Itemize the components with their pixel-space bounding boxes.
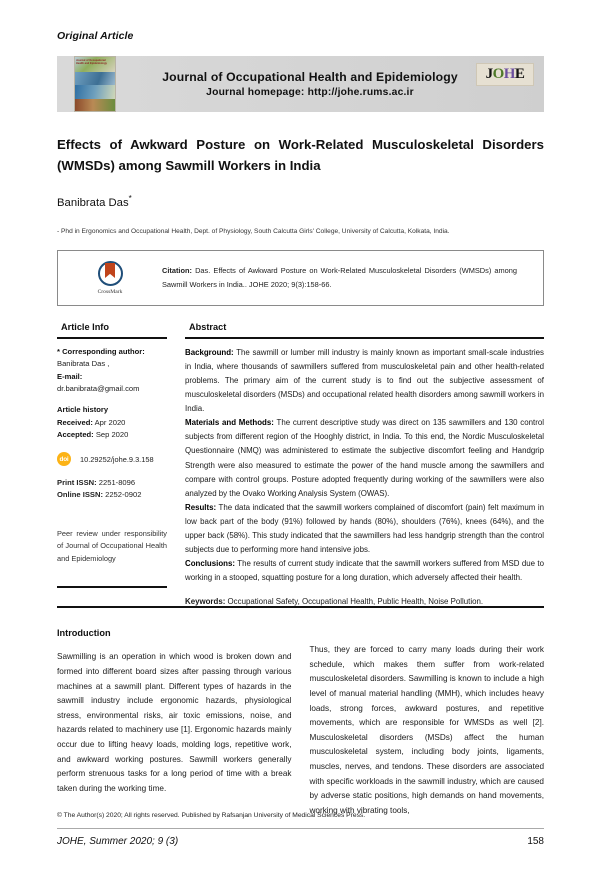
introduction-right-column — [310, 625, 545, 818]
crossmark-label: CrossMark — [97, 289, 123, 296]
received-label: Received: — [57, 417, 93, 427]
abstract-column — [175, 322, 544, 606]
author-name: Banibrata Das — [57, 196, 129, 209]
crossmark-ribbon-shape — [105, 263, 115, 278]
abstract-results-text: The data indicated that the sawmill workers complained of discomfort (pain) felt maximum in low back part of the body (91%) followed by hands (80%), shoulders (76%), knees (64%), and the upper back (58%). This study indicated that the sawmillers had less handgrip strength than the control subjects due to performing more hand intensive jobs. — [185, 502, 544, 554]
print-issn-label: Print ISSN: — [57, 478, 97, 488]
online-issn-label: Online ISSN: — [57, 490, 103, 500]
article-info-heading: Article Info — [61, 322, 109, 333]
johe-logo-icon — [476, 63, 534, 86]
footer-rule — [57, 828, 544, 829]
author-line — [57, 194, 544, 209]
crossmark-icon — [98, 261, 123, 286]
keywords-label: Keywords: — [185, 597, 226, 607]
corresponding-author-block — [57, 346, 167, 395]
abstract-heading: Abstract — [189, 322, 227, 333]
citation-text — [146, 264, 543, 293]
article-history-block — [57, 404, 167, 441]
abstract-results — [185, 501, 544, 557]
abstract-conclusions — [185, 557, 544, 585]
johe-logo-text: JOHE — [485, 66, 525, 82]
info-abstract-row — [57, 322, 544, 606]
citation-box — [57, 250, 544, 306]
abstract-conclusions-label: Conclusions: — [185, 558, 235, 568]
cover-band-third — [75, 85, 115, 99]
page-title: Effects of Awkward Posture on Work-Related Musculoskeletal Disorders (WMSDs) among Sawmill Workers in India — [57, 137, 544, 174]
introduction-left-text: Sawmilling is an operation in which wood is broken down and formed into different board sizes after passing through various machines at a sawmill plant. Different types of hazards in the sawmill industry include ergonomic hazards, physiological stress, environmental risks, air toxic emissions, noise, and hazards related to machinery use [1]. Ergonomic hazards mainly occur due to lifting heavy loads, molding logs, repetitive work, and awkward working postures. Sawmill workers generally perform strenuous tasks for a long period of time with a break taken during the working time. — [57, 652, 292, 793]
citation-label: Citation: — [162, 265, 192, 275]
copyright-note: © The Author(s) 2020; All rights reserved. Published by Rafsanjan University of Medical Sciences Press. — [57, 812, 366, 819]
article-history-heading: Article history — [57, 405, 109, 415]
online-issn-value: 2252-0902 — [103, 490, 142, 500]
email-label: E-mail: — [57, 371, 83, 381]
abstract-methods — [185, 416, 544, 500]
section-divider — [57, 606, 544, 608]
journal-homepage[interactable]: Journal homepage: http://johe.rums.ac.ir — [206, 87, 414, 98]
keywords-line — [185, 597, 544, 606]
journal-banner — [57, 56, 544, 112]
page-footer — [57, 836, 544, 847]
accepted-label: Accepted: — [57, 429, 94, 439]
info-spacer-1 — [57, 395, 167, 404]
print-issn-value: 2251-8096 — [96, 478, 136, 488]
doi-value[interactable]: 10.29252/johe.9.3.158 — [80, 454, 154, 464]
introduction-right-spacer — [310, 625, 545, 643]
peer-review-note: Peer review under responsibility of Journal of Occupational Health and Epidemiology — [57, 528, 167, 564]
footer-journal-ref: JOHE, Summer 2020; 9 (3) — [57, 836, 179, 847]
keywords-value: Occupational Safety, Occupational Health, Public Health, Noise Pollution. — [225, 597, 484, 607]
issn-block — [57, 477, 167, 502]
doi-row[interactable] — [57, 452, 167, 466]
corresponding-author-label: * Corresponding author: — [57, 347, 145, 357]
page-content — [57, 0, 544, 818]
author-affiliation: - Phd in Ergonomics and Occupational Health, Dept. of Physiology, South Calcutta Girls' College, University of Calcutta, Kolkata, India. — [57, 227, 450, 235]
introduction-left-column — [57, 625, 292, 818]
doi-icon: doi — [57, 452, 71, 466]
accepted-value: Sep 2020 — [93, 429, 129, 439]
abstract-background — [185, 346, 544, 416]
corresponding-author-name: Banibrata Das , — [57, 359, 110, 369]
introduction-heading: Introduction — [57, 628, 111, 639]
email-value[interactable]: dr.banibrata@gmail.com — [57, 383, 140, 393]
abstract-background-text: The sawmill or lumber mill industry is mainly known as important small-scale industries in India, where thousands of sawmillers suffered from musculoskeletal pain and other health-related problems. The primary aim of the current study is to find out the subjective assessment of musculoskeletal disorders (MSDs) and occupational related health disorders among sawmill workers in India. — [185, 348, 544, 414]
abstract-methods-label: Materials and Methods: — [185, 418, 274, 428]
crossmark-badge[interactable] — [74, 261, 146, 295]
abstract-top-rule — [185, 337, 544, 339]
citation-body: Das. Effects of Awkward Posture on Work-Related Musculoskeletal Disorders (WMSDs) among Sawmill Workers in India.. JOHE 2020; 9(3):158-66. — [162, 265, 517, 290]
article-info-bottom-rule — [57, 586, 167, 588]
journal-cover-image — [74, 56, 116, 112]
article-info-rule — [57, 337, 167, 339]
abstract-methods-text: The current descriptive study was direct on 135 sawmillers and 130 control subjects from different region of the Hooghly district, in India. To this end, the Nordic Musculoskeletal Questionnaire (NMQ) was administered to estimate the subjective discomfort feeling and Handgrip Strength were also measured to estimate the power of the hand muscle among the sawmillers and compare with control groups. Posture adopted frequently during working of the sawmillers were also analyzed by the Ovako Working Analysis System (OWAS). — [185, 418, 544, 498]
cover-band-second — [75, 72, 115, 85]
introduction-right-text: Thus, they are forced to carry many loads during their work schedule, which makes them suffer from work-related musculoskeletal disorders. Sawmilling is known to include a high level of manual material handling (MMH), which includes heavy loads, strong forces, awkward postures, and repetitive movements, which are responsible for WMSDs as well [2]. Musculoskeletal disorders (MSDs) affect the human musculoskeletal system, including body joints, ligaments, muscles, nerves, and tendons. These disorders are associated with specific workloads in the sawmill industry, which are caused by adverse static positions, high demands on hand movements, working with vibrating tools, — [309, 645, 544, 815]
journal-title: Journal of Occupational Health and Epidemiology — [162, 70, 458, 84]
cover-band-bottom — [75, 99, 115, 111]
received-value: Apr 2020 — [92, 417, 126, 427]
introduction-row — [57, 625, 544, 818]
abstract-results-label: Results: — [185, 502, 217, 512]
abstract-conclusions-text: The results of current study indicate that the sawmill workers suffered from MSD due to working in a stooped, squatting posture for a long duration, which adversely affected their health. — [185, 558, 544, 583]
abstract-background-label: Background: — [185, 348, 234, 358]
article-info-column — [57, 322, 175, 588]
author-corresponding-mark: * — [128, 193, 132, 203]
footer-page-number: 158 — [527, 836, 544, 847]
cover-caption: Journal of Occupational Health and Epidemiology — [76, 59, 107, 65]
abstract-body — [185, 346, 544, 585]
article-type-label: Original Article — [57, 30, 134, 42]
